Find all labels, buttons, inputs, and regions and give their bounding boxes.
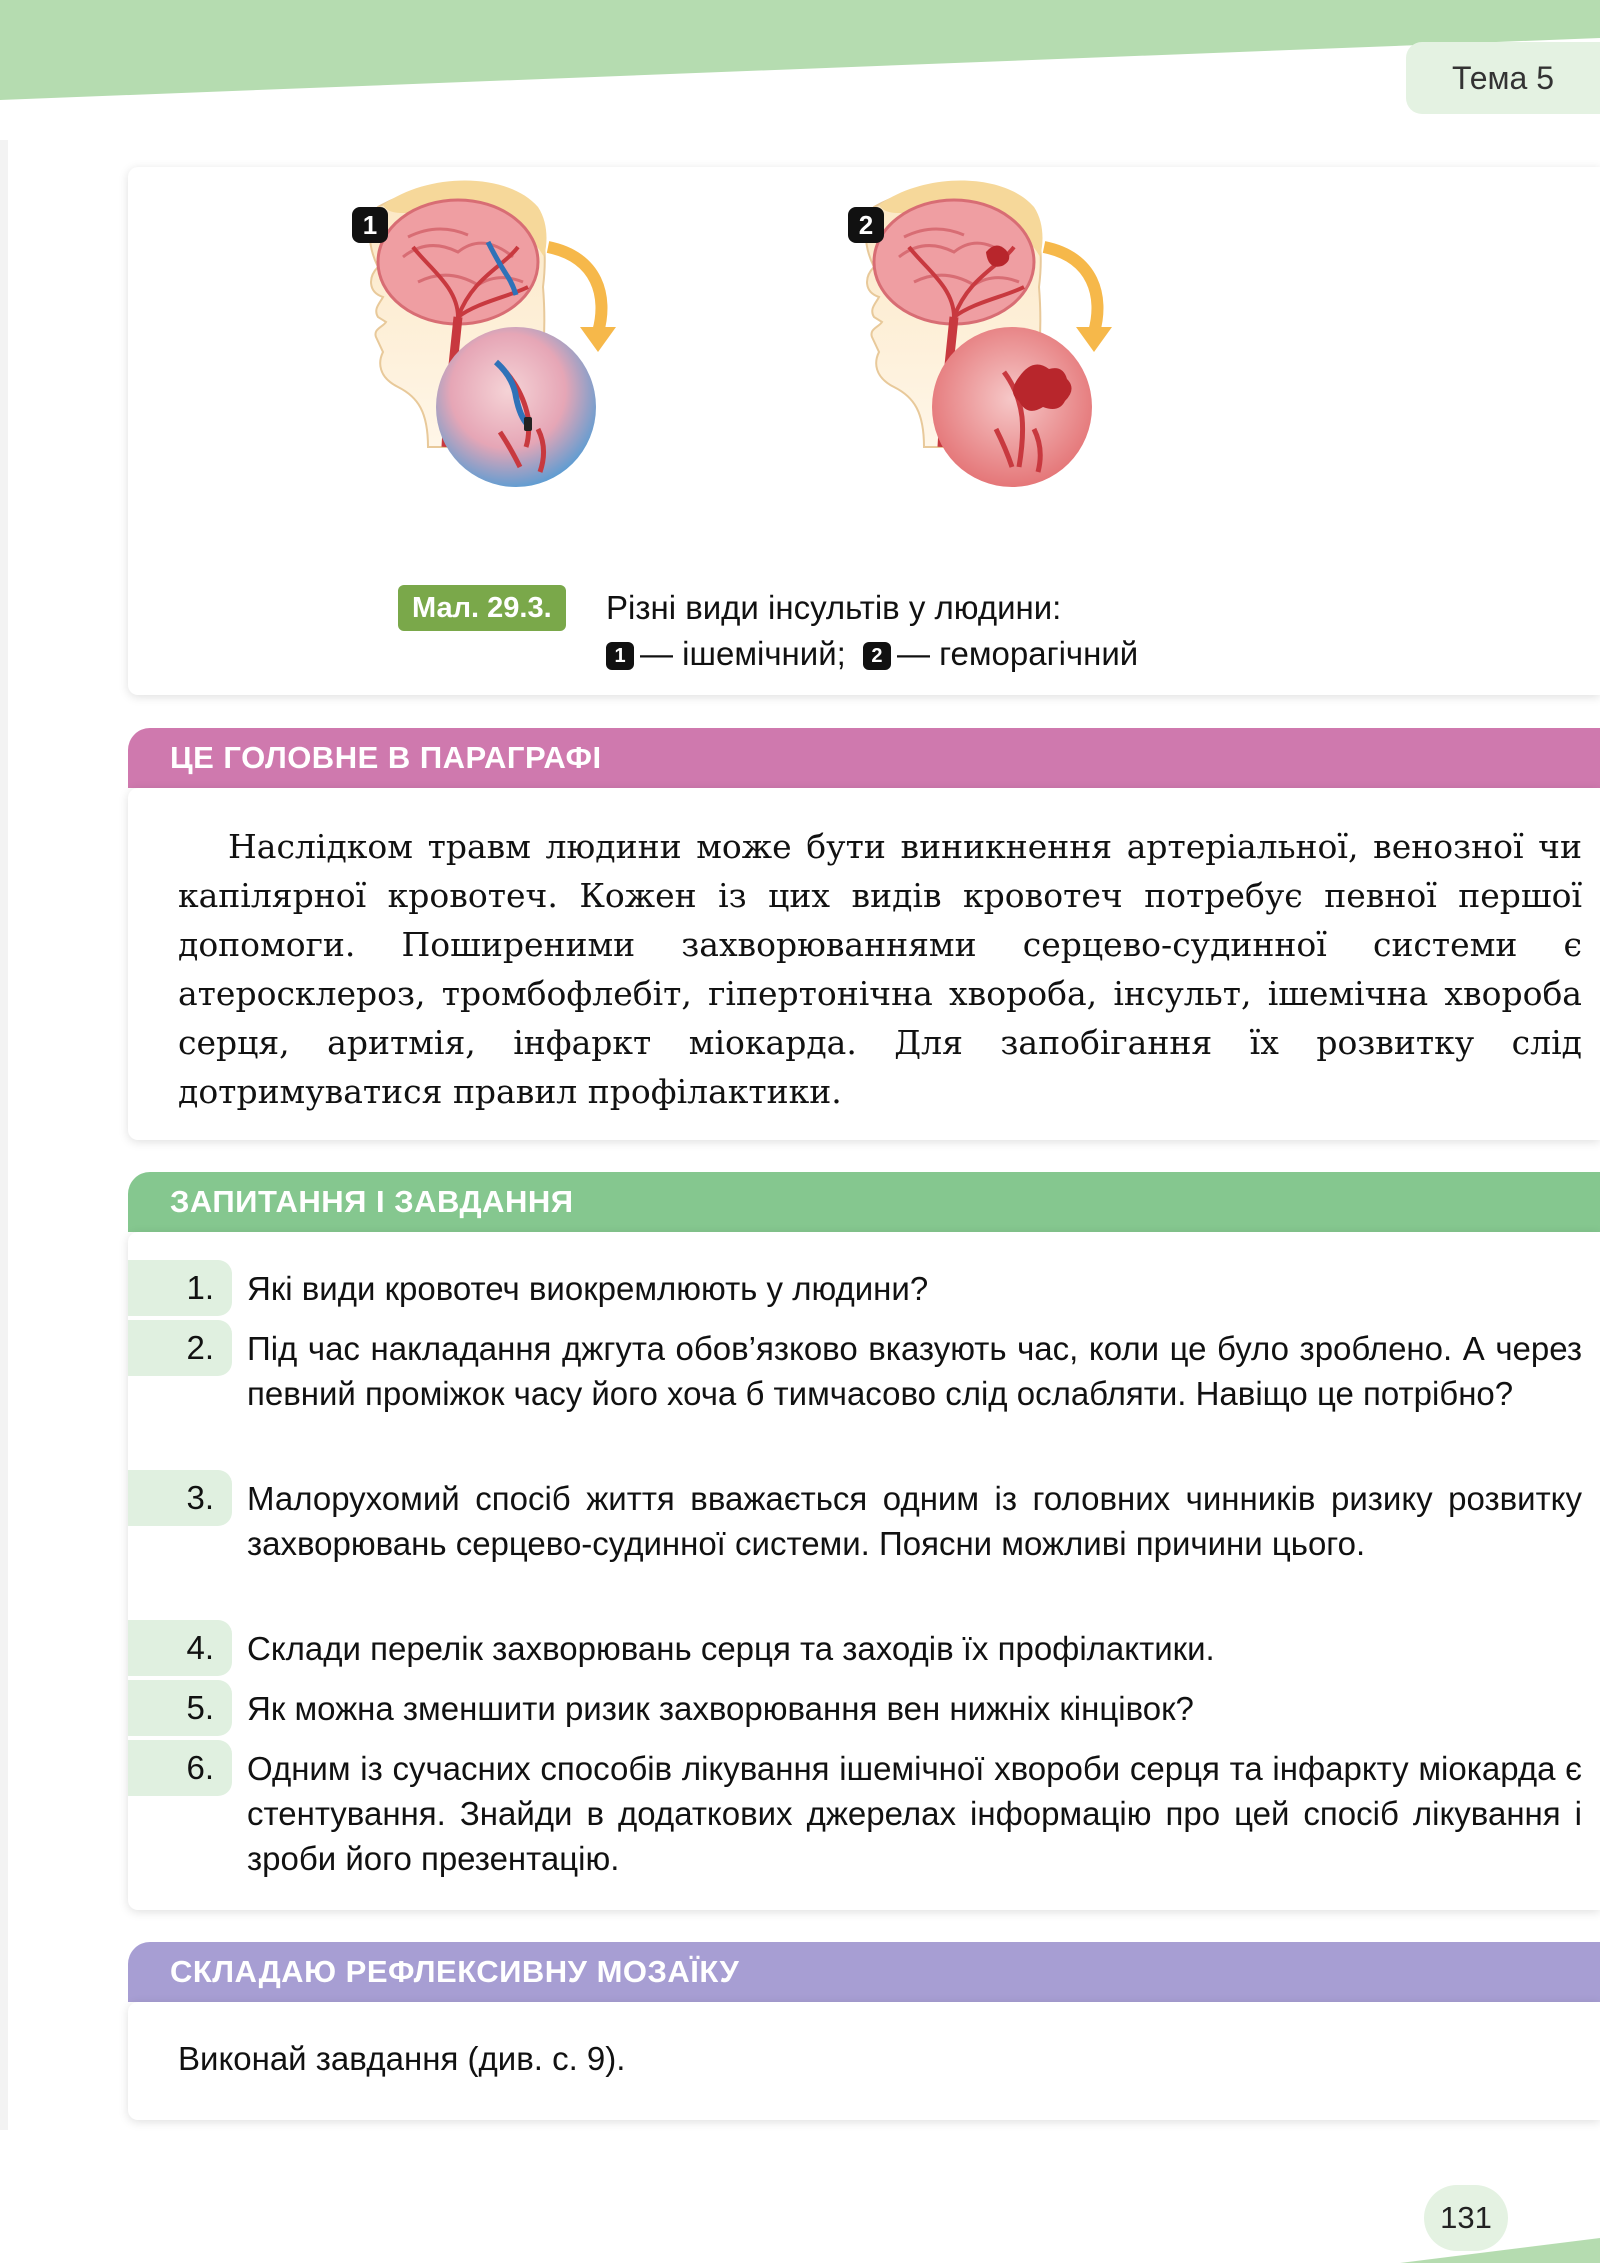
caption-badge-2: 2 [863, 642, 891, 670]
summary-card [128, 788, 1600, 1140]
summary-title: ЦЕ ГОЛОВНЕ В ПАРАГРАФІ [170, 740, 602, 775]
reflexive-card [128, 2002, 1600, 2120]
question-text: Малорухомий спосіб життя вважається одним із головних чинників ризику розвитку захворювань серцево-судинної системи. Поясни можливі причини цього. [247, 1480, 1582, 1562]
caption-type-1: — ішемічний; [640, 635, 846, 672]
question-number: 6. [128, 1740, 232, 1796]
caption-type-2: — геморагічний [896, 635, 1139, 672]
header-band [0, 0, 1600, 110]
summary-header [128, 728, 1600, 788]
page-number: 131 [1424, 2185, 1508, 2251]
theme-tab [1406, 42, 1600, 114]
caption-line-2 [606, 631, 1138, 677]
figure-label: Мал. 29.3. [398, 585, 566, 631]
question-text: Під час накладання джгута обов’язково вказують час, коли це було зроблено. А через певний проміжок часу його хоча б тимчасово слід ослабляти. Навіщо це потрібно? [247, 1330, 1582, 1412]
reflexive-title: СКЛАДАЮ РЕФЛЕКСИВНУ МОЗАЇКУ [170, 1954, 740, 1989]
caption-line-1: Різні види інсультів у людини: [606, 589, 1062, 626]
head-illustration-2 [866, 180, 1112, 487]
figure-caption [606, 585, 1138, 677]
questions-title: ЗАПИТАННЯ І ЗАВДАННЯ [170, 1184, 574, 1219]
question-number: 5. [128, 1680, 232, 1736]
figure-card [128, 167, 1600, 695]
question-number: 2. [128, 1320, 232, 1376]
question-number: 1. [128, 1260, 232, 1316]
summary-text: Наслідком травм людини може бути виникнення артеріальної, венозної чи капілярної кровотеч. Кожен із цих видів кровотеч потребує певної першої допомоги. Поширеними захворюваннями серцево-судинної системи є атеросклероз, тромбофлебіт, гіпертонічна хвороба, інсульт, ішемічна хвороба серця, аритмія, інфаркт міокарда. Для запобігання їх розвитку слід дотримуватися правил профілактики. [178, 827, 1582, 1111]
theme-label: Тема 5 [1451, 59, 1555, 96]
footer-band [0, 2200, 1600, 2263]
question-text: Склади перелік захворювань серця та заходів їх профілактики. [247, 1630, 1215, 1667]
caption-badge-1: 1 [606, 642, 634, 670]
question-text: Які види кровотеч виокремлюють у людини? [247, 1270, 929, 1307]
figure-badge-1: 1 [352, 207, 388, 243]
questions-card [128, 1232, 1600, 1910]
question-number: 3. [128, 1470, 232, 1526]
question-text: Як можна зменшити ризик захворювання вен нижніх кінцівок? [247, 1690, 1194, 1727]
page-edge-shadow [0, 140, 8, 2130]
reflexive-text: Виконай завдання (див. с. 9). [178, 2040, 626, 2077]
question-number: 4. [128, 1620, 232, 1676]
reflexive-header [128, 1942, 1600, 2002]
question-text: Одним із сучасних способів лікування ішемічної хвороби серця та інфаркту міокарда є стентування. Знайди в додаткових джерелах інформацію про цей спосіб лікування і зроби його презентацію. [247, 1750, 1582, 1877]
questions-header [128, 1172, 1600, 1232]
figure-badge-2: 2 [848, 207, 884, 243]
head-illustration-1 [370, 180, 616, 487]
